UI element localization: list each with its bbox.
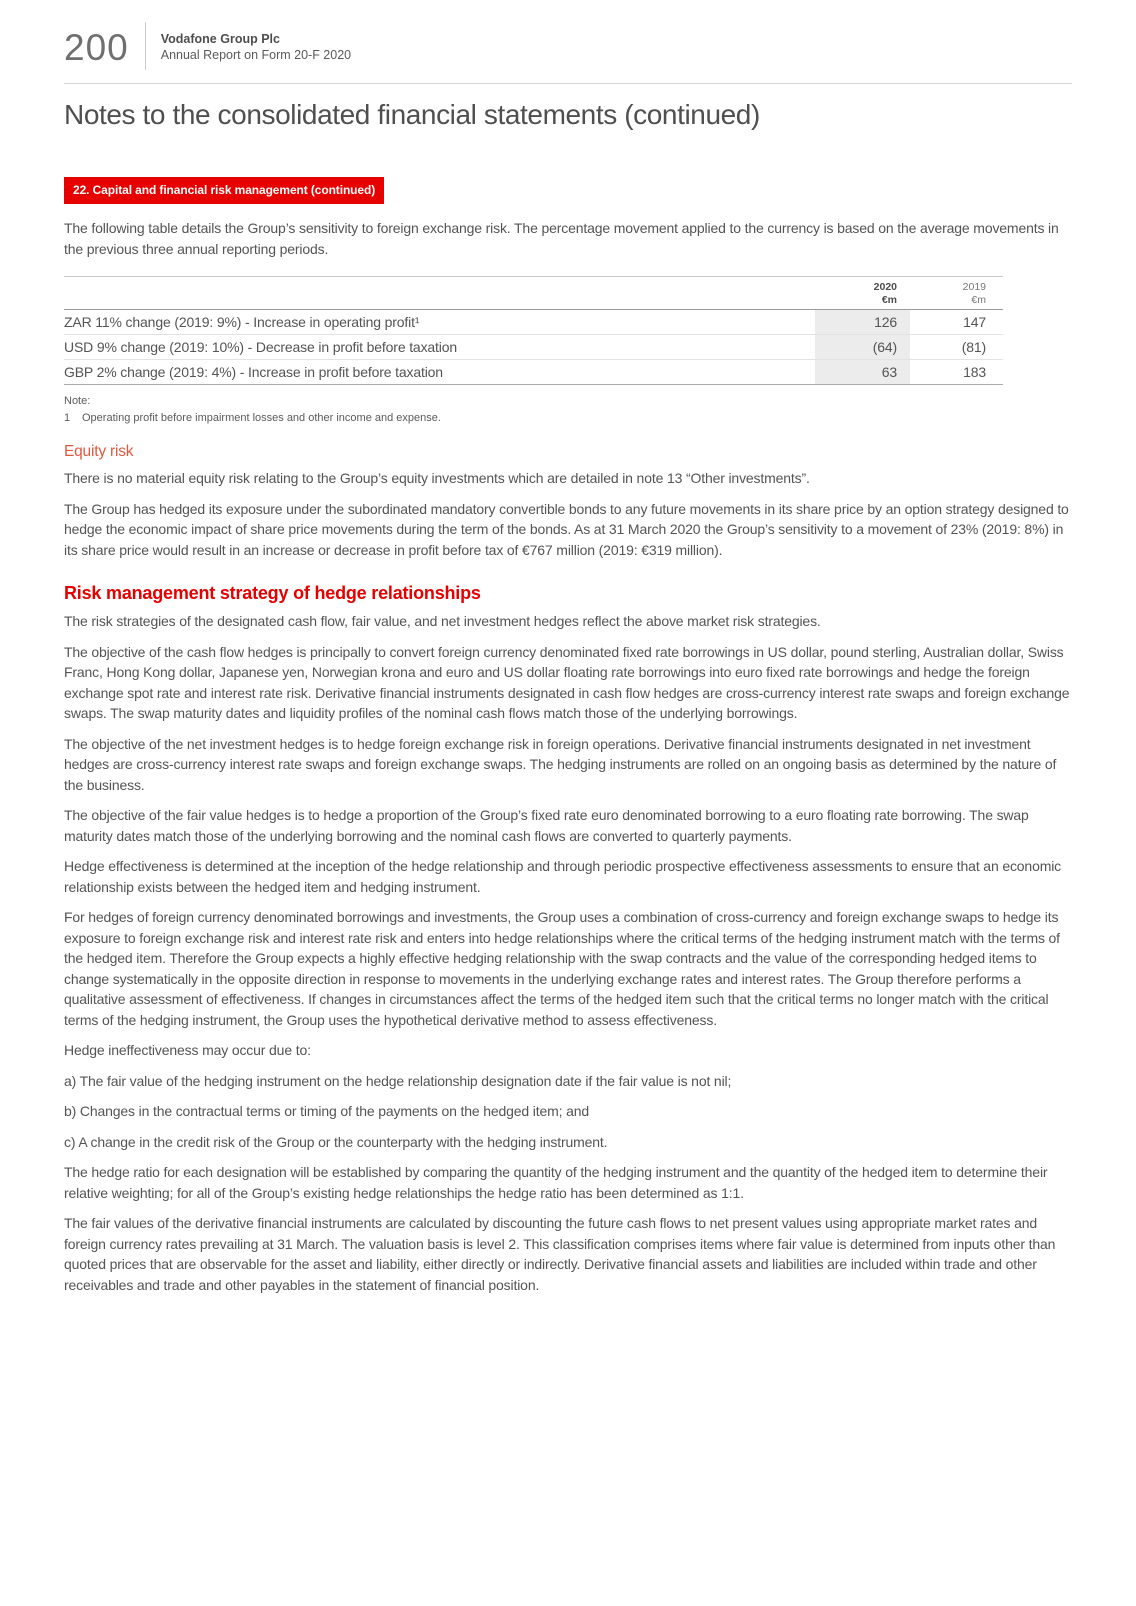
intro-paragraph: The following table details the Group’s sensitivity to foreign exchange risk. The percentage movement applied to the currency is based on the average movements in the previous three annual reporting periods. [64, 220, 1059, 257]
table-header-2019 [910, 277, 1003, 310]
fx-sensitivity-table [64, 276, 1003, 385]
note-label: Note: [64, 395, 91, 407]
row-value-2019: 183 [910, 360, 1003, 385]
note-text: Operating profit before impairment losses and other income and expense. [82, 412, 441, 424]
header-divider [145, 22, 146, 70]
ineffectiveness-item-a: a) The fair value of the hedging instrument on the hedge relationship designation date if the fair value is not nil; [64, 1072, 732, 1089]
ineffectiveness-intro: Hedge ineffectiveness may occur due to: [64, 1042, 311, 1058]
row-value-2020: 126 [815, 310, 910, 335]
column-year-2020: 2020 [873, 281, 897, 293]
risk-paragraph: Hedge effectiveness is determined at the inception of the hedge relationship and through periodic prospective effectiveness assessments to ensure that an economic relationship exists between the hedged item and hedging instrument. [64, 858, 1062, 895]
note-item [64, 411, 1072, 426]
row-value-2019: (81) [910, 335, 1003, 360]
equity-risk-heading: Equity risk [64, 443, 134, 460]
closing-paragraph: The hedge ratio for each designation will be established by comparing the quantity of the hedging instrument and the quantity of the hedged item to determine their relative weighting; for all of the Group’s existing hedge relationships the hedge ratio has been determined as 1:1. [64, 1164, 1048, 1201]
header-rule [64, 83, 1072, 84]
ineffectiveness-item-c: c) A change in the credit risk of the Group or the counterparty with the hedging instrument. [64, 1133, 608, 1150]
note-number: 1 [64, 412, 71, 424]
row-value-2020: 63 [815, 360, 910, 385]
page-header [64, 22, 1072, 70]
column-unit-2019: €m [971, 293, 986, 306]
risk-paragraph: The objective of the fair value hedges is to hedge a proportion of the Group’s fixed rate euro denominated borrowing to a euro floating rate borrowing. The swap maturity dates match those of the underlying borrowing and the nominal cash flows are converted to quarterly payments. [64, 807, 1029, 844]
footnote-block [64, 394, 1072, 426]
page-number: 200 [64, 27, 129, 68]
table-header-2020 [815, 277, 910, 310]
row-label: GBP 2% change (2019: 4%) - Increase in profit before taxation [64, 360, 815, 385]
row-value-2020: (64) [815, 335, 910, 360]
table-row-zar [64, 310, 1003, 335]
risk-paragraph: For hedges of foreign currency denominated borrowings and investments, the Group uses a combination of cross-currency and foreign exchange swaps to hedge its exposure to foreign exchange risk and interest rate risk and enters into hedge relationships where the critical terms of the hedging instrument match with the terms of the hedged item. Therefore the Group expects a highly effective hedging relationship with the swap contracts and the value of the corresponding hedged items to change systematically in the opposite direction in response to movements in the underlying exchange rates and interest rates. The Group therefore performs a qualitative assessment of effectiveness. If changes in circumstances affect the terms of the hedged item such that the critical terms no longer match with the critical terms of the hedging instrument, the Group uses the hypothetical derivative method to assess effectiveness. [64, 909, 1060, 1028]
risk-strategy-heading: Risk management strategy of hedge relationships [64, 583, 481, 603]
page-title: Notes to the consolidated financial statements (continued) [64, 99, 760, 130]
row-value-2019: 147 [910, 310, 1003, 335]
equity-paragraph: The Group has hedged its exposure under the subordinated mandatory convertible bonds to any future movements in its share price by an option strategy designed to hedge the economic impact of share price movements during the term of the bonds. As at 31 March 2020 the Group’s sensitivity to a movement of 23% (2019: 8%) in its share price would result in an increase or decrease in profit before tax of €767 million (2019: €319 million). [64, 500, 1069, 558]
report-name: Annual Report on Form 20-F 2020 [160, 48, 352, 62]
table-header-empty [64, 277, 815, 310]
table-row-usd [64, 335, 1003, 360]
closing-paragraph: The fair values of the derivative financial instruments are calculated by discounting the future cash flows to net present values using appropriate market rates and foreign currency rates prevailing at 31 March. The valuation basis is level 2. This classification comprises items where fair value is determined from inputs other than quoted prices that are observable for the asset and liability, either directly or indirectly. Derivative financial assets and liabilities are included within trade and other receivables and trade and other payables in the statement of financial position. [64, 1215, 1056, 1293]
row-label: ZAR 11% change (2019: 9%) - Increase in operating profit¹ [64, 310, 815, 335]
column-unit-2020: €m [881, 293, 897, 306]
ineffectiveness-item-b: b) Changes in the contractual terms or timing of the payments on the hedged item; and [64, 1103, 589, 1119]
equity-paragraph: There is no material equity risk relating to the Group’s equity investments which are detailed in note 13 “Other investments”. [64, 470, 810, 486]
risk-paragraph: The objective of the net investment hedges is to hedge foreign exchange risk in foreign operations. Derivative financial instruments designated in net investment hedges are cross-currency interest rate swaps and foreign exchange swaps. The hedging instruments are rolled on an ongoing basis as determined by the nature of the business. [64, 735, 1057, 793]
row-label: USD 9% change (2019: 10%) - Decrease in profit before taxation [64, 335, 815, 360]
table-row-gbp [64, 360, 1003, 385]
risk-paragraph: The risk strategies of the designated cash flow, fair value, and net investment hedges reflect the above market risk strategies. [64, 613, 821, 629]
column-year-2019: 2019 [962, 281, 986, 293]
table-header-row [64, 277, 1003, 310]
section-badge: 22. Capital and financial risk management (continued) [64, 177, 384, 204]
company-name: Vodafone Group Plc [160, 32, 280, 46]
risk-paragraph: The objective of the cash flow hedges is principally to convert foreign currency denominated fixed rate borrowings in US dollar, pound sterling, Australian dollar, Swiss Franc, Hong Kong dollar, Japanese yen, Norwegian krona and euro and US dollar floating rate borrowings into euro fixed rate borrowings and hedge the foreign exchange spot rate and interest rate risk. Derivative financial instruments designated in cash flow hedges are cross-currency interest rate swaps and foreign exchange swaps. The swap maturity dates and liquidity profiles of the nominal cash flows match those of the underlying borrowings. [64, 643, 1070, 721]
publication-block [161, 22, 351, 70]
